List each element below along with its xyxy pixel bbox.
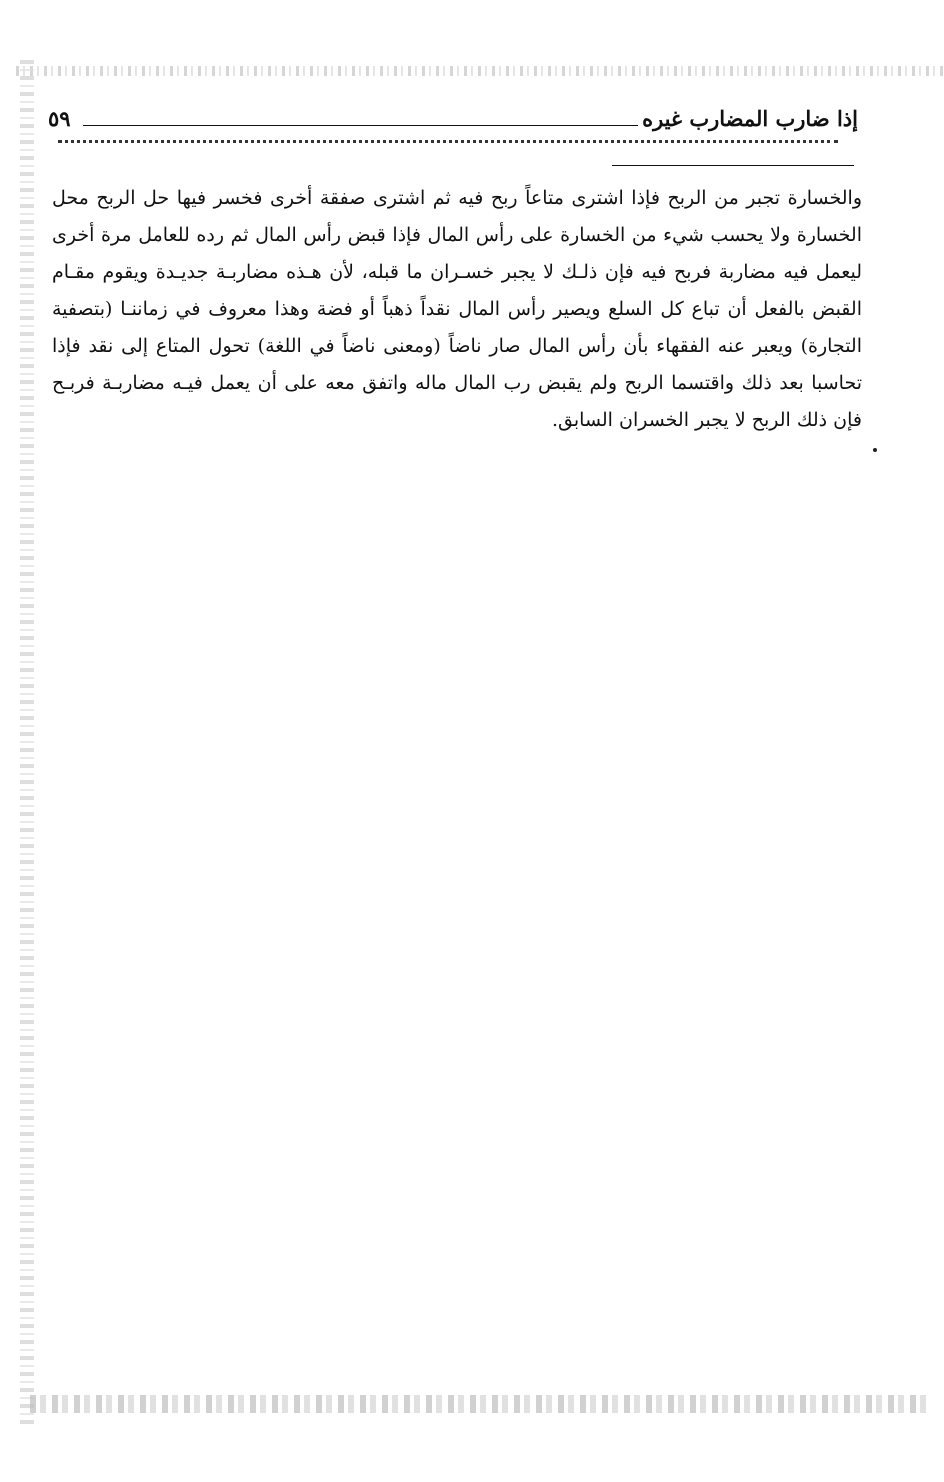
running-header bbox=[48, 102, 858, 132]
text-line: الخسارة ولا يحسب شيء من الخسارة على رأس المال فإذا قبض رأس المال ثم رده للعامل مرة أخرى bbox=[52, 224, 862, 246]
header-rule bbox=[83, 125, 639, 126]
page-number: ٥٩ bbox=[48, 106, 71, 131]
section-rule bbox=[612, 165, 854, 166]
dotted-separator bbox=[58, 140, 838, 143]
scan-border-left bbox=[20, 60, 34, 1425]
scan-border-bottom bbox=[30, 1395, 930, 1413]
text-line: تحاسبا بعد ذلك واقتسما الربح ولم يقبض رب المال ماله واتفق معه على أن يعمل فيـه مضاربـة فربـح bbox=[52, 372, 862, 394]
text-line: فإن ذلك الربح لا يجبر الخسران السابق. bbox=[551, 409, 862, 431]
body-paragraph bbox=[52, 180, 862, 439]
margin-mark bbox=[873, 448, 877, 452]
header-title: إذا ضارب المضارب غيره bbox=[642, 106, 858, 131]
text-line: القبض بالفعل أن تباع كل السلع ويصير رأس المال نقداً ذهباً أو فضة وهذا معروف في زماننـا (بتصفية bbox=[52, 298, 862, 320]
text-line: التجارة) ويعبر عنه الفقهاء بأن رأس المال صار ناضاً (ومعنى ناضاً في اللغة) تحول المتاع إلى نقد فإذا bbox=[52, 335, 862, 357]
scan-border-top bbox=[16, 66, 944, 76]
text-line: ليعمل فيه مضاربة فربح فيه فإن ذلـك لا يجبر خسـران ما قبله، لأن هـذه مضاربـة جديـدة ويقوم مقـام bbox=[52, 261, 862, 283]
text-line: والخسارة تجبر من الربح فإذا اشترى متاعاً ربح فيه ثم اشترى صفقة أخرى فخسر فيها حل الربح محل bbox=[52, 187, 862, 209]
